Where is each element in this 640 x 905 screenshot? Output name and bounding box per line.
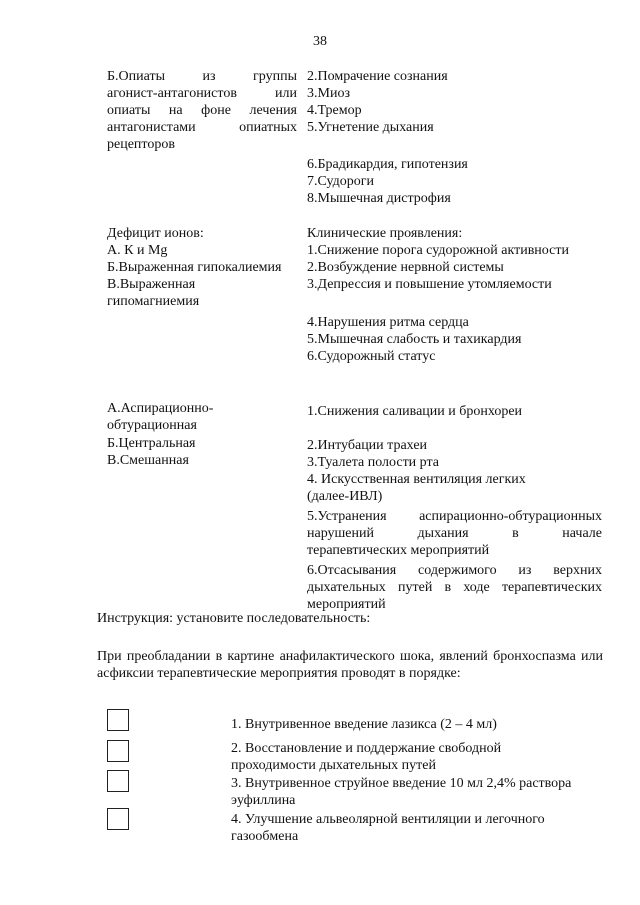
section3-right-6 (307, 562, 602, 613)
s1-right-line: 2.Помрачение сознания (307, 69, 448, 84)
s3-right-line: нарушений дыхания в начале (307, 526, 602, 541)
s2-left-line: А. К и Mg (107, 243, 168, 258)
s2-left-line: Б.Выраженная гипокалиемия (107, 260, 282, 275)
section3-left (107, 400, 297, 469)
s3-right-line: 4. Искусственная вентиляция легких (307, 472, 526, 487)
answer-checkbox-2[interactable] (107, 740, 129, 762)
section2-right-a (307, 225, 602, 293)
s2-left-line: В.Выраженная (107, 277, 196, 292)
s2-right-line: 4.Нарушения ритма сердца (307, 315, 469, 330)
s1-right-line: 6.Брадикардия, гипотензия (307, 157, 468, 172)
section3-right-2 (307, 437, 602, 505)
answer-option-4: 4. Улучшение альвеолярной вентиляции и легочного газообмена (231, 812, 545, 844)
s1-left-line: опиаты на фоне лечения (107, 103, 297, 118)
s3-right-line: 6.Отсасывания содержимого из верхних (307, 563, 602, 578)
section1-right-b (307, 156, 602, 207)
s1-left-line: агонист-антагонистов или (107, 86, 297, 101)
answer-checkbox-4[interactable] (107, 808, 129, 830)
page-number: 38 (313, 34, 327, 49)
s3-right-line: 5.Устранения аспирационно-обтурационных (307, 509, 602, 524)
s3-right-line: 2.Интубации трахеи (307, 438, 428, 453)
s3-right-line: (далее-ИВЛ) (307, 489, 383, 504)
answer-option-3: 3. Внутривенное струйное введение 10 мл 2,4% раствора эуфиллина (231, 776, 572, 808)
s1-right-line: 3.Миоз (307, 86, 350, 101)
s1-right-line: 7.Судороги (307, 174, 374, 189)
s2-left-line: Дефицит ионов: (107, 226, 204, 241)
section3-right-1 (307, 403, 602, 420)
s3-right-line: терапевтических мероприятий (307, 543, 490, 558)
section2-left (107, 225, 307, 310)
section2-right-b (307, 314, 602, 365)
s2-left-line: гипомагниемия (107, 294, 200, 309)
s1-right-line: 4.Тремор (307, 103, 362, 118)
answer-checkbox-3[interactable] (107, 770, 129, 792)
s2-right-line: 1.Снижение порога судорожной активности (307, 243, 569, 258)
question-text: При преобладании в картине анафилактического шока, явлений бронхоспазма или асфиксии терапевтические мероприятия проводят в порядке: (97, 649, 603, 681)
s3-right-line: дыхательных путей в ходе терапевтических (307, 580, 602, 595)
s1-left-line: антагонистами опиатных (107, 120, 297, 135)
s3-left-line: обтурационная (107, 418, 197, 433)
s2-right-line: 2.Возбуждение нервной системы (307, 260, 504, 275)
s2-right-line: 3.Депрессия и повышение утомляемости (307, 277, 552, 292)
answer-option-1: 1. Внутривенное введение лазикса (2 – 4 мл) (231, 717, 497, 732)
s2-right-line: Клинические проявления: (307, 226, 463, 241)
s3-right-line: 1.Снижения саливации и бронхореи (307, 404, 523, 419)
instruction-text: Инструкция: установите последовательность: (97, 611, 371, 626)
s2-right-line: 5.Мышечная слабость и тахикардия (307, 332, 522, 347)
section3-right-5 (307, 508, 602, 559)
s3-right-line: мероприятий (307, 597, 386, 612)
s3-left-line: В.Смешанная (107, 453, 189, 468)
s1-left-line: рецепторов (107, 137, 175, 152)
s2-right-line: 6.Судорожный статус (307, 349, 436, 364)
answer-checkbox-1[interactable] (107, 709, 129, 731)
s3-left-line: Б.Центральная (107, 436, 196, 451)
s3-left-line: А.Аспирационно- (107, 401, 214, 416)
s1-right-line: 8.Мышечная дистрофия (307, 191, 451, 206)
answer-option-2: 2. Восстановление и поддержание свободной проходимости дыхательных путей (231, 741, 502, 773)
s1-right-line: 5.Угнетение дыхания (307, 120, 434, 135)
section1-left (107, 68, 297, 153)
s3-right-line: 3.Туалета полости рта (307, 455, 439, 470)
section1-right-a (307, 68, 602, 136)
s1-left-line: Б.Опиаты из группы (107, 69, 297, 84)
